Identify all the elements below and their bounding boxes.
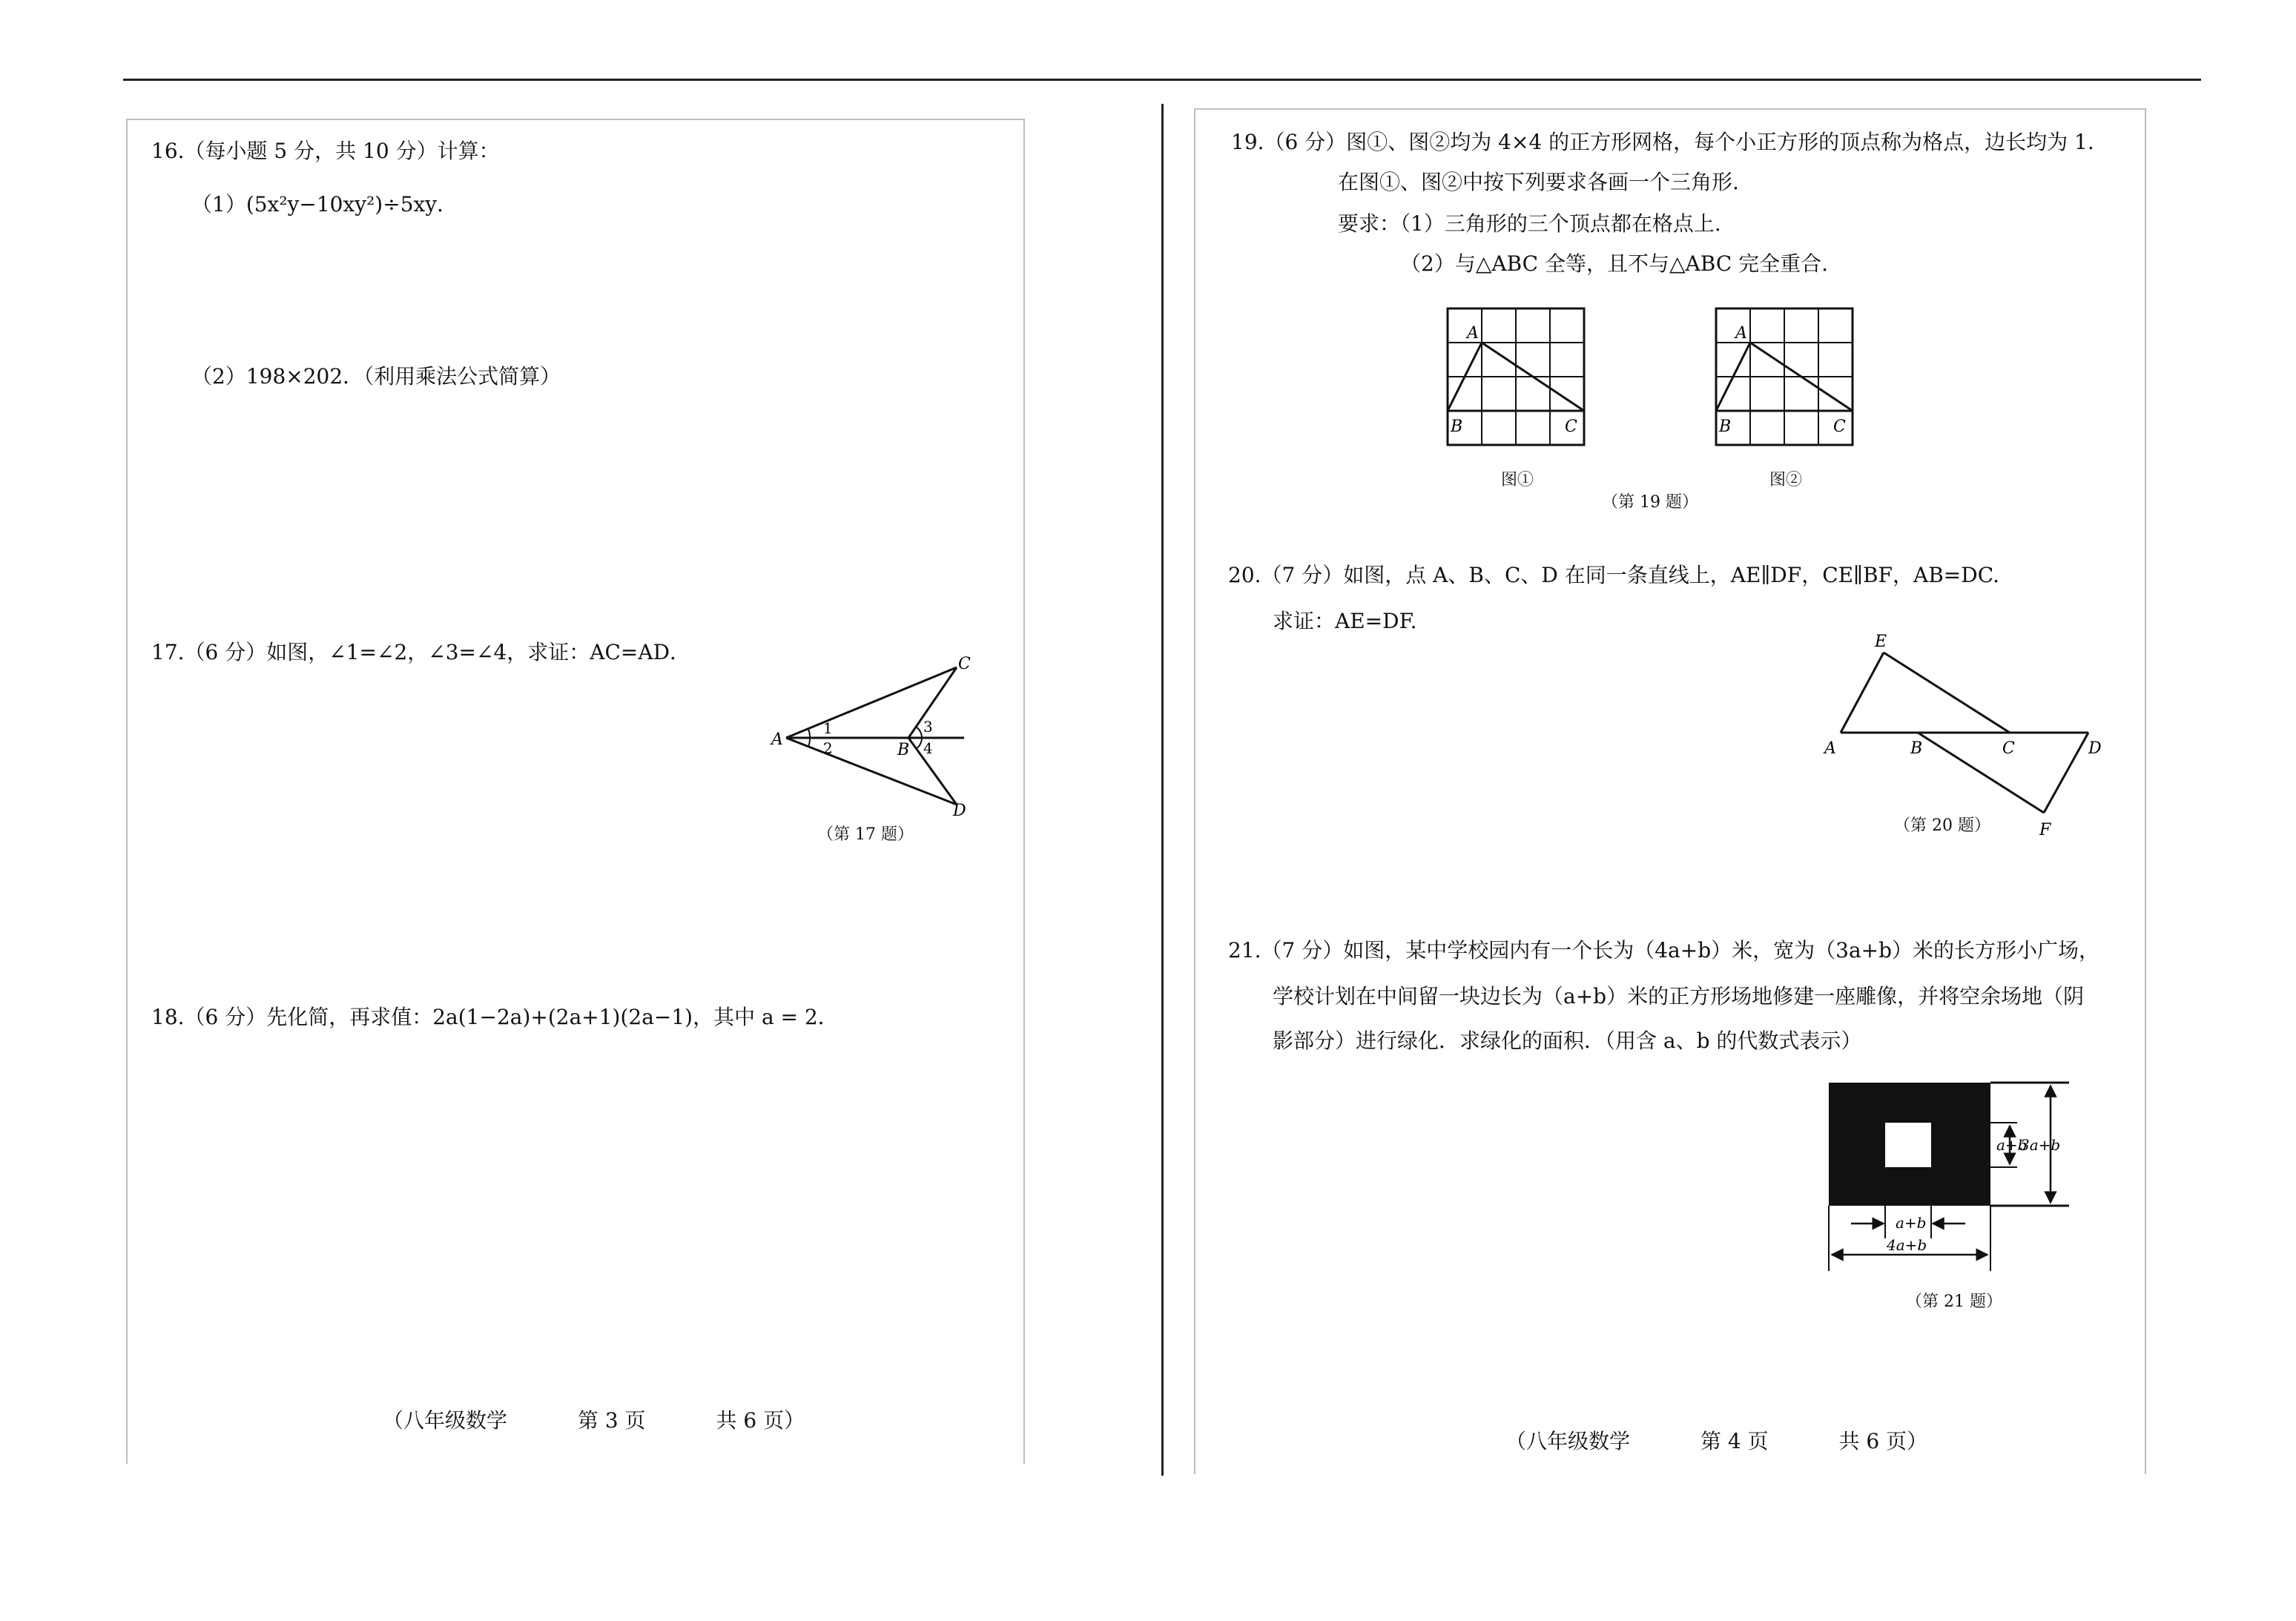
- q21-dim-height: 3a+b: [2020, 1136, 2061, 1154]
- q17-title: 17.（6 分）如图，∠1=∠2，∠3=∠4，求证：AC=AD．: [151, 640, 691, 664]
- q21-dim-inner-h: a+b: [1896, 1214, 1927, 1232]
- right-footer-page: 第 4 页: [1700, 1429, 1769, 1453]
- q20-label-d: D: [2088, 739, 2102, 758]
- left-footer-page: 第 3 页: [577, 1408, 646, 1433]
- q17-angle-4: 4: [923, 739, 933, 757]
- q18-title: 18.（6 分）先化简，再求值：2a(1−2a)+(2a+1)(2a−1)，其中 a = 2．: [151, 1005, 839, 1029]
- left-footer-subject: （八年级数学: [383, 1408, 508, 1433]
- q20-line1: 20.（7 分）如图，点 A、B、C、D 在同一条直线上，AE∥DF，CE∥BF，AB=DC.: [1228, 563, 2000, 587]
- q21-line3: 影部分）进行绿化．求绿化的面积．（用含 a、b 的代数式表示）: [1273, 1029, 1862, 1053]
- q19-fig2-label: 图②: [1769, 471, 1803, 489]
- q19-grid-2: [1713, 306, 1861, 454]
- q21-line1: 21.（7 分）如图，某中学校园内有一个长为（4a+b）米，宽为（3a+b）米的长方形小广场，: [1228, 938, 2100, 963]
- q17-angle-3: 3: [923, 718, 933, 736]
- right-footer-total: 共 6 页）: [1838, 1429, 1928, 1453]
- q19-grid-1: [1445, 306, 1593, 454]
- q21-dim-inner-v: a+b: [1996, 1136, 2028, 1154]
- q19-line3: 要求：（1）三角形的三个顶点都在格点上.: [1338, 211, 1721, 236]
- top-rule: [123, 79, 2201, 81]
- q16-title: 16.（每小题 5 分，共 10 分）计算：: [151, 139, 500, 163]
- right-footer: [1505, 1425, 1927, 1455]
- q20-label-e: E: [1875, 633, 1887, 651]
- q20-label-f: F: [2039, 821, 2051, 839]
- right-footer-subject: （八年级数学: [1505, 1429, 1631, 1453]
- q16-part1: （1）(5x²y−10xy²)÷5xy．: [191, 192, 458, 217]
- q19-caption: （第 19 题）: [1602, 493, 1698, 512]
- q17-label-c: C: [958, 655, 971, 673]
- q19-line4: （2）与△ABC 全等，且不与△ABC 完全重合.: [1400, 251, 1829, 276]
- left-footer-total: 共 6 页）: [716, 1408, 805, 1433]
- q17-label-d: D: [953, 802, 966, 820]
- q21-figure: [1824, 1075, 2121, 1275]
- q19-fig1-label-c: C: [1565, 417, 1577, 436]
- left-footer: [383, 1404, 805, 1434]
- q20-label-a: A: [1824, 739, 1836, 758]
- q19-fig1-label-b: B: [1451, 417, 1463, 436]
- q17-figure: [764, 653, 986, 823]
- q20-caption: （第 20 题）: [1894, 816, 1990, 835]
- q21-dim-width: 4a+b: [1887, 1236, 1927, 1254]
- q19-fig1-label: 图①: [1501, 471, 1534, 489]
- q19-fig2-label-c: C: [1833, 417, 1846, 436]
- q20-label-b: B: [1910, 739, 1923, 758]
- q19-line1: 19.（6 分）图①、图②均为 4×4 的正方形网格，每个小正方形的顶点称为格点，边长均为 1.: [1231, 130, 2094, 154]
- q17-angle-2: 2: [823, 739, 833, 757]
- q17-label-b: B: [897, 741, 910, 759]
- q19-line2: 在图①、图②中按下列要求各画一个三角形.: [1338, 170, 1739, 194]
- center-divider: [1161, 104, 1164, 1476]
- q17-label-a: A: [771, 730, 783, 749]
- q19-fig2-label-b: B: [1719, 417, 1732, 436]
- q20-line2: 求证：AE=DF.: [1273, 609, 1417, 633]
- q21-caption: （第 21 题）: [1906, 1292, 2002, 1311]
- q17-caption: （第 17 题）: [817, 825, 914, 844]
- q21-line2: 学校计划在中间留一块边长为（a+b）米的正方形场地修建一座雕像，并将空余场地（阴: [1273, 984, 2085, 1008]
- q16-part2: （2）198×202．（利用乘法公式简算）: [191, 364, 561, 389]
- q19-fig1-label-a: A: [1467, 324, 1479, 343]
- q20-label-c: C: [2002, 739, 2015, 758]
- q19-fig2-label-a: A: [1735, 324, 1747, 343]
- q17-angle-1: 1: [823, 719, 833, 737]
